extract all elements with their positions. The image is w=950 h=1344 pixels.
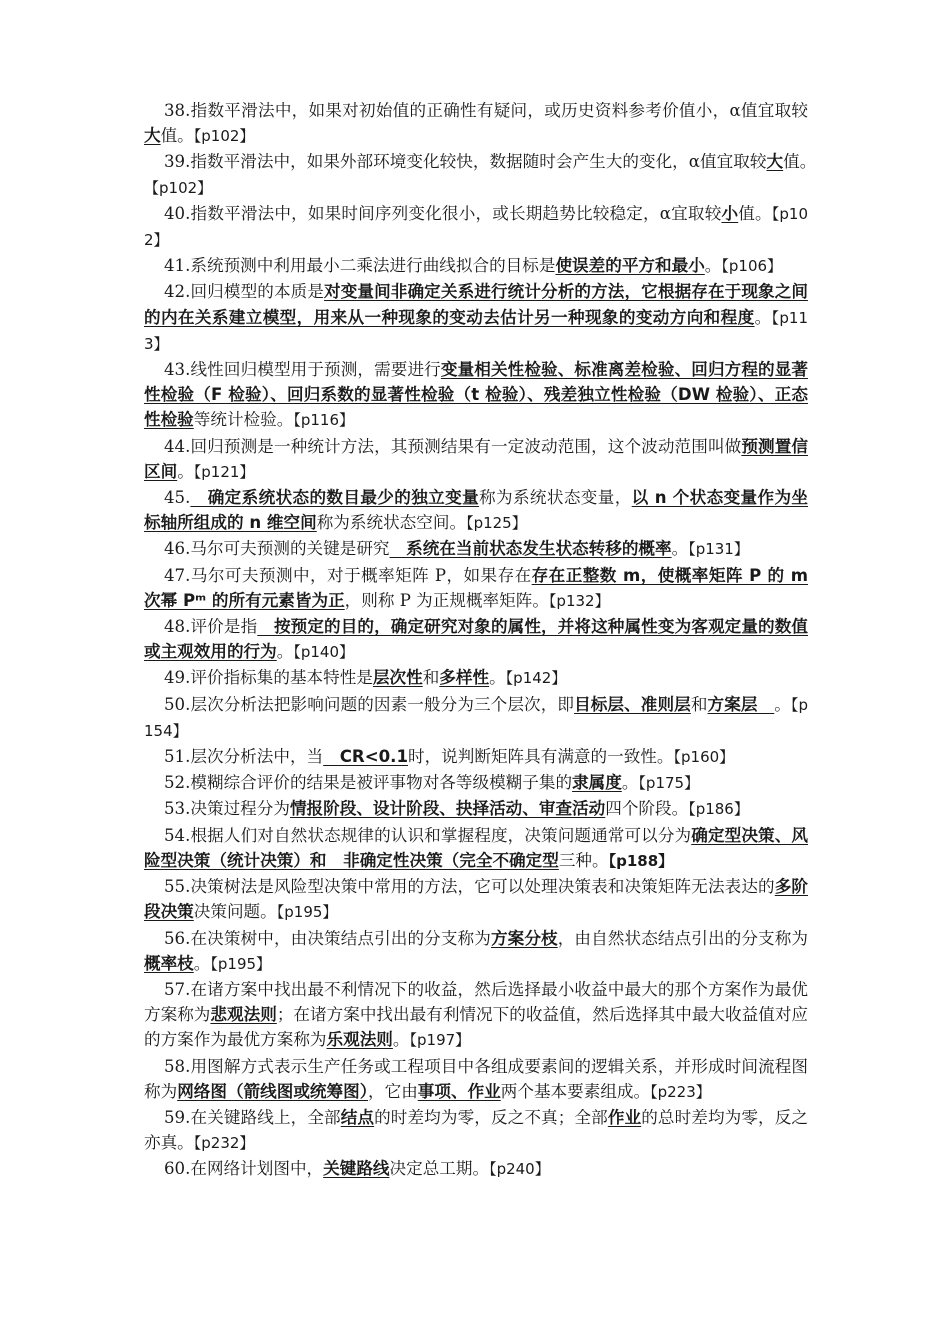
question-text: 值。 [738,203,772,223]
question-text: 55.决策树法是风险型决策中常用的方法，它可以处理决策表和决策矩阵无法表达的 [164,877,775,897]
answer-text: 网络图（箭线图或统筹图） [177,1081,369,1101]
question-item [144,357,808,434]
page-reference: 【p186】 [688,800,749,819]
question-item [144,823,808,874]
question-text: 。 [621,773,639,793]
question-text: 48.评价是指 [164,617,258,637]
page-reference: 【p131】 [688,540,749,559]
question-text: 和 [690,694,708,714]
question-text: 等统计检验。 [193,410,294,430]
question-text: 值。 [783,152,858,172]
answer-text: 变量相关性检验、标准离差检验、回归方程的显著性检验（F 检验）、回归系数的显著性检验（t 检验）、残差独立性检验（DW 检验）、正态性检验 [144,360,809,430]
question-item [144,98,808,149]
question-item [144,1105,808,1156]
question-text: 。 [392,1030,410,1050]
question-text: ，则称 P 为正规概率矩阵。 [344,590,549,610]
question-text: 44.回归预测是一种统计方法，其预测结果有一定波动范围，这个波动范围叫做 [164,436,742,456]
page-reference: 【p102】 [144,178,213,197]
answer-text: 方案层 [707,694,775,714]
page-reference: 【p140】 [293,643,354,662]
answer-text: 多样性 [439,668,490,688]
answer-text: 事项、作业 [417,1081,501,1101]
question-text: 42.回归模型的本质是 [164,282,325,302]
question-text: 值。 [160,126,194,146]
answer-text: 系统在当前状态发生状态转移的概率 [389,539,672,559]
question-text: 。 [774,694,791,714]
answer-text: 存在正整数 m，使概率矩阵 P 的 m 次幂 Pᵐ 的所有元素皆为正 [144,565,808,610]
question-item [144,665,808,691]
answer-text: 层次性 [372,668,423,688]
question-item [144,692,808,744]
answer-text: 方案分枝 [490,928,558,948]
answer-text: 悲观法则 [210,1005,277,1025]
question-text: 43.线性回归模型用于预测，需要进行 [164,360,441,380]
page-reference: 【p121】 [193,462,255,481]
question-item [144,1054,808,1105]
page-reference: 【p102】 [193,127,255,146]
question-text: 58.用图解方式表示生产任务或工程项目中各组成要素间的逻辑关系，并形成时间流程图称为 [144,1056,808,1101]
answer-text: 结点 [340,1107,375,1127]
question-text: 46.马尔可夫预测的关键是研究 [164,539,390,559]
answer-text: 关键路线 [323,1159,390,1179]
question-text: 52.模糊综合评价的结果是被评事物对各等级模糊子集的 [164,773,573,793]
question-text: 。 [276,642,294,662]
question-item [144,253,808,279]
answer-text: 预测置信区间 [144,436,808,481]
page-reference: 【p197】 [409,1031,471,1050]
page-reference: 【p195】 [210,954,272,973]
question-item [144,201,808,253]
question-text: 59.在关键路线上，全部 [164,1107,341,1127]
answer-text: 目标层、准则层 [574,694,691,714]
question-text: 和 [422,668,440,688]
question-text: 。 [754,307,772,327]
page-reference: 【p125】 [466,514,527,533]
question-item [144,563,808,614]
answer-text: 确定型决策、风险型决策（统计决策）和 非确定性决策（完全不确定型 [144,825,809,870]
question-text: 60.在网络计划图中， [164,1159,324,1179]
question-text: 。 [177,461,194,481]
question-item [144,1156,808,1182]
question-text: 的总时差均为零，反之亦真。 [144,1107,809,1153]
answer-text: 确定系统状态的数目最少的独立变量 [190,488,480,508]
answer-text: 概率枝 [144,953,194,973]
answer-text: CR<0.1 [323,747,408,767]
answer-text: 小 [721,203,739,223]
question-text: ；在诸方案中找出最有利情况下的收益值，然后选择其中最大收益值对应的方案作为最优方案称为 [144,1005,809,1050]
answer-text: 对变量间非确定关系进行统计分析的方法，它根据存在于现象之间的内在关系建立模型，用来从一种现象的变动去估计另一种现象的变动方向和程度 [144,282,809,327]
question-text: 57.在诸方案中找出最不利情况下的收益，然后选择最小收益中最大的那个方案作为最优方案称为 [144,979,808,1025]
question-text: 47.马尔可夫预测中，对于概率矩阵 P，如果存在 [164,565,532,585]
question-text: 40.指数平滑法中，如果时间序列变化很小，或长期趋势比较稳定，α宜取较 [164,203,722,223]
page-reference: 【p188】 [608,851,674,870]
question-text: 时，说判断矩阵具有满意的一致性。 [408,747,674,767]
answer-text: 大 [766,152,784,172]
question-text: 决定总工期。 [389,1159,490,1179]
page-reference: 【p106】 [721,257,783,276]
question-item [144,434,808,485]
page-reference: 【p142】 [505,669,567,688]
question-item [144,485,808,536]
question-item [144,614,808,665]
question-text: 45. [164,488,191,508]
question-text: 50.层次分析法把影响问题的因素一般分为三个层次，即 [164,694,575,714]
question-text: ，由自然状态结点引出的分支称为 [557,928,809,948]
answer-text: 情报阶段、设计阶段、抉择活动、审查活动 [289,799,606,819]
page-reference: 【p240】 [489,1160,550,1179]
answer-text: 作业 [607,1107,642,1127]
answer-text: 隶属度 [572,773,622,793]
question-item [144,149,858,200]
page-reference: 【p113】 [144,308,809,353]
question-text: 称为系统状态变量， [479,488,632,508]
page-reference: 【p195】 [276,903,338,922]
question-text: 56.在决策树中，由决策结点引出的分支称为 [164,928,491,948]
page-reference: 【p223】 [650,1082,711,1101]
answer-text: 按预定的目的，确定研究对象的属性，并将这种属性变为客观定量的数值或主观效用的行为 [144,617,809,662]
question-text: 。 [489,668,506,688]
page-reference: 【p132】 [548,591,610,610]
answer-text: 使误差的平方和最小 [555,256,705,276]
question-text: ，它由 [368,1081,418,1101]
question-item [144,796,808,822]
question-text: 39.指数平滑法中，如果外部环境变化较快，数据随时会产生大的变化，α值宜取较 [164,152,767,172]
question-item [144,874,808,925]
answer-text: 乐观法则 [326,1030,393,1050]
question-text: 51.层次分析法中，当 [164,747,324,767]
question-text: 四个阶段。 [605,799,689,819]
answer-text: 以 n 个状态变量作为坐标轴所组成的 n 维空间 [144,488,809,533]
question-text: 53.决策过程分为 [164,799,290,819]
answer-text: 多阶段决策 [144,877,809,922]
question-text: 。 [704,256,722,276]
page-reference: 【p154】 [144,695,809,740]
question-item [144,744,808,770]
question-text: 54.根据人们对自然状态规律的认识和掌握程度，决策问题通常可以分为 [164,825,692,845]
page-reference: 【p160】 [673,748,735,767]
question-text: 的时差均为零，反之不真；全部 [374,1107,608,1127]
document-page [144,98,858,1183]
question-item [144,770,808,796]
page-reference: 【p102】 [144,204,809,250]
question-text: 41.系统预测中利用最小二乘法进行曲线拟合的目标是 [164,256,556,276]
question-text: 三种。 [558,850,609,870]
question-item [144,926,808,977]
question-item [144,977,808,1054]
question-item [144,536,808,562]
question-text: 49.评价指标集的基本特性是 [164,668,373,688]
question-text: 。 [193,953,211,973]
page-reference: 【p232】 [193,1134,255,1153]
page-reference: 【p116】 [293,411,354,430]
question-item [144,279,808,357]
answer-text: 大 [144,126,161,146]
question-text: 。 [671,539,689,559]
question-text: 两个基本要素组成。 [500,1081,651,1101]
page-reference: 【p175】 [638,774,700,793]
question-text: 称为系统状态空间。 [316,513,467,533]
question-text: 决策问题。 [193,902,277,922]
question-text: 38.指数平滑法中，如果对初始值的正确性有疑问，或历史资料参考价值小，α值宜取较 [164,101,808,120]
